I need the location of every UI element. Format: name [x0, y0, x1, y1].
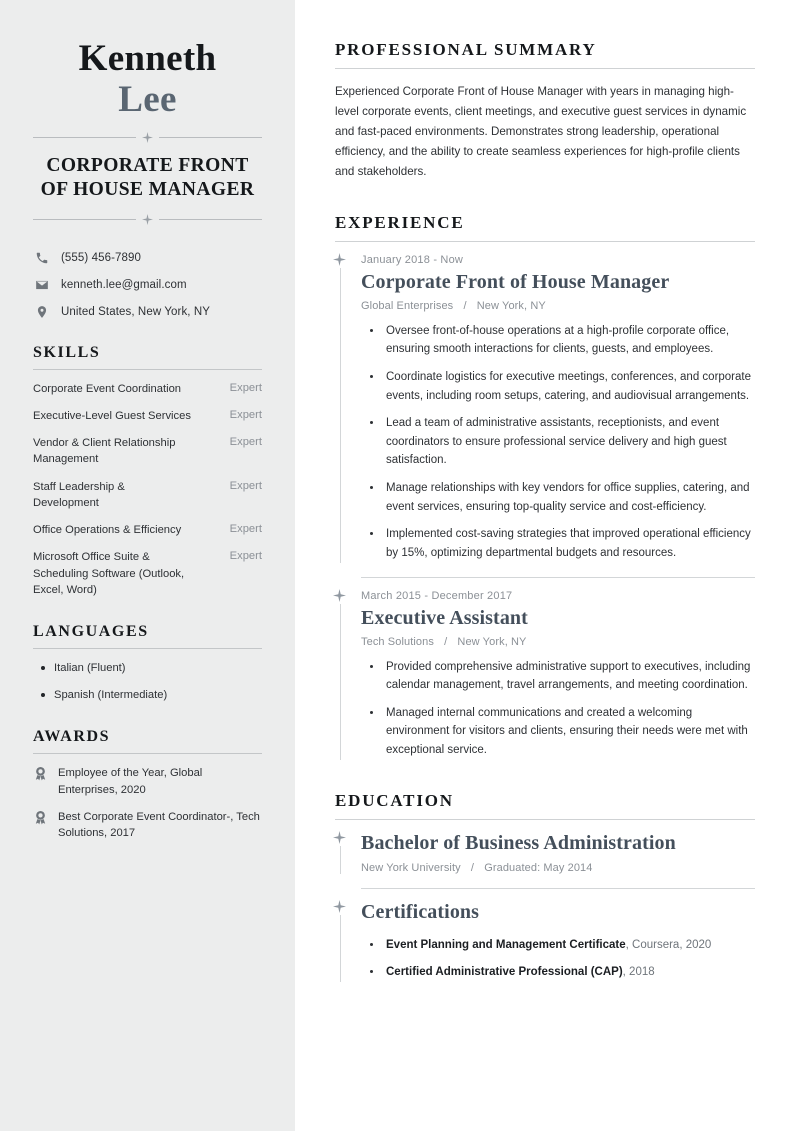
- timeline-line: [340, 604, 341, 760]
- experience-bullets: [361, 322, 755, 563]
- skills-heading-rule: [33, 369, 262, 370]
- experience-bullets: [361, 658, 755, 760]
- language-text: Italian (Fluent): [54, 661, 126, 674]
- timeline-line: [340, 915, 341, 982]
- experience-entry: [335, 578, 755, 760]
- divider-line-left: [33, 219, 136, 220]
- award-medal-icon: [33, 766, 49, 786]
- timeline-sparkle-icon: [333, 589, 346, 602]
- skill-level: Expert: [229, 436, 262, 449]
- list-item: [33, 765, 262, 797]
- experience-title: Executive Assistant: [361, 606, 528, 629]
- timeline-sparkle-icon: [333, 900, 346, 913]
- list-item: [383, 963, 755, 982]
- certification-name: Event Planning and Management Certificate: [386, 938, 626, 951]
- education-school: New York University: [361, 861, 461, 874]
- contact-email-text: kenneth.lee@gmail.com: [61, 278, 187, 291]
- experience-location: New York, NY: [476, 299, 546, 312]
- certifications-list: [361, 936, 755, 982]
- list-item: [37, 687, 262, 703]
- list-item: • Lead a team of administrative assistants, receptionists, and event coordinators to ensure professional service delivery and high guest satisfaction.: [383, 414, 755, 470]
- certifications-title: Certifications: [361, 900, 480, 923]
- skill-level: Expert: [229, 523, 262, 536]
- profile-job-title: CORPORATE FRONT OF HOUSE MANAGER: [40, 154, 255, 201]
- languages-heading-rule: [33, 648, 262, 649]
- experience-meta: [361, 636, 755, 648]
- skill-name: Staff Leadership & Development: [33, 480, 125, 509]
- list-item: • Managed internal communications and created a welcoming environment for visitors and clients, ensuring their needs were met with exceptional service.: [383, 704, 755, 760]
- list-item: [33, 809, 262, 841]
- first-name: Kenneth: [78, 38, 217, 79]
- section-skills: [33, 344, 262, 598]
- languages-heading: LANGUAGES: [33, 622, 149, 640]
- education-graduated: Graduated: May 2014: [484, 861, 593, 874]
- main-content: [295, 0, 800, 1131]
- experience-entry: [335, 242, 755, 563]
- contact-phone[interactable]: [33, 251, 262, 265]
- bullet-dot-icon: [41, 666, 45, 670]
- timeline-sparkle-icon: [333, 831, 346, 844]
- list-item: • Coordinate logistics for executive meetings, conferences, and corporate events, including room setups, catering, and audiovisual arrangements.: [383, 368, 755, 405]
- certification-detail: , Coursera, 2020: [625, 938, 712, 951]
- skill-name: Executive-Level Guest Services: [33, 409, 191, 422]
- last-name: Lee: [118, 79, 177, 121]
- language-text: Spanish (Intermediate): [54, 689, 168, 702]
- award-text: Best Corporate Event Coordinator-, Tech Solutions, 2017: [58, 810, 260, 840]
- experience-meta: [361, 300, 755, 312]
- ornament-divider-top: [33, 132, 262, 143]
- education-degree: Bachelor of Business Administration: [361, 831, 676, 854]
- section-education: [335, 791, 755, 982]
- skill-row: [33, 408, 262, 424]
- divider-line-right: [159, 137, 262, 138]
- divider-line-right: [159, 219, 262, 220]
- contact-phone-text: (555) 456-7890: [61, 251, 142, 264]
- award-text: Employee of the Year, Global Enterprises, 2020: [58, 767, 203, 796]
- skill-name: Office Operations & Efficiency: [33, 524, 182, 537]
- skill-level: Expert: [229, 381, 262, 394]
- certification-name: Certified Administrative Professional (CAP): [386, 966, 623, 979]
- experience-company: Global Enterprises: [361, 299, 454, 312]
- skill-row: [33, 435, 262, 467]
- skill-name: Microsoft Office Suite & Scheduling Software (Outlook, Excel, Word): [33, 551, 185, 596]
- summary-heading-rule: [335, 68, 755, 69]
- list-item: • Oversee front-of-house operations at a high-profile corporate office, ensuring smooth interactions for clients, guests, and employees.: [383, 322, 755, 359]
- education-entry: [335, 820, 755, 874]
- section-languages: [33, 623, 262, 703]
- contact-email[interactable]: [33, 278, 262, 292]
- education-heading: EDUCATION: [335, 790, 454, 810]
- ornament-divider-bottom: [33, 214, 262, 225]
- experience-date: March 2015 - December 2017: [361, 589, 513, 602]
- divider-line-left: [33, 137, 136, 138]
- summary-text: Experienced Corporate Front of House Manager with years in managing high-level corporate events, client meetings, and executive guest services in dynamic and fast-paced environments. Demonstrates strong leadership, operational efficiency, and the ability to create seamless experiences for high-profile clients and stakeholders.: [335, 85, 747, 178]
- list-item: [37, 660, 262, 676]
- skill-row: [33, 381, 262, 397]
- education-meta: [361, 862, 755, 874]
- section-awards: [33, 728, 262, 841]
- list-item: • Manage relationships with key vendors for office supplies, catering, and event services, ensuring top-quality service and cost-efficiency.: [383, 479, 755, 516]
- experience-company: Tech Solutions: [361, 635, 434, 648]
- experience-title: Corporate Front of House Manager: [361, 270, 670, 293]
- skill-level: Expert: [229, 550, 262, 563]
- award-medal-icon: [33, 810, 49, 830]
- experience-heading: EXPERIENCE: [335, 212, 465, 232]
- section-experience: [335, 213, 755, 760]
- meta-separator: /: [470, 861, 475, 874]
- skill-row: [33, 479, 262, 511]
- certifications-entry: [335, 889, 755, 982]
- skill-name: Corporate Event Coordination: [33, 382, 182, 395]
- phone-icon: [33, 251, 50, 265]
- timeline-line: [340, 268, 341, 563]
- meta-separator: /: [444, 635, 448, 648]
- skill-level: Expert: [229, 479, 262, 492]
- contact-location-text: United States, New York, NY: [61, 305, 211, 318]
- contact-list: [33, 251, 262, 319]
- sidebar: [0, 0, 295, 1131]
- experience-location: New York, NY: [457, 635, 527, 648]
- section-professional-summary: [335, 40, 755, 182]
- map-pin-icon: [33, 305, 50, 319]
- skill-row: [33, 522, 262, 538]
- bullet-dot-icon: [41, 693, 45, 697]
- awards-heading: AWARDS: [33, 728, 111, 746]
- timeline-sparkle-icon: [333, 253, 346, 266]
- diamond-sparkle-icon: [142, 214, 153, 225]
- name-block: [33, 38, 262, 121]
- experience-date: January 2018 - Now: [361, 253, 464, 266]
- skills-heading: SKILLS: [33, 343, 101, 361]
- envelope-icon: [33, 278, 50, 292]
- list-item: • Implemented cost-saving strategies that improved operational efficiency by 15%, optimizing departmental budgets and resources.: [383, 525, 755, 562]
- summary-heading: PROFESSIONAL SUMMARY: [335, 40, 597, 59]
- awards-heading-rule: [33, 753, 262, 754]
- meta-separator: /: [463, 299, 467, 312]
- timeline-line: [340, 846, 341, 874]
- certification-detail: , 2018: [622, 966, 655, 979]
- skill-name: Vendor & Client Relationship Management: [33, 437, 176, 466]
- languages-list: [33, 660, 262, 703]
- contact-location[interactable]: [33, 305, 262, 319]
- list-item: [383, 936, 755, 955]
- list-item: • Provided comprehensive administrative support to executives, including calendar management, travel arrangements, and meeting coordination.: [383, 658, 755, 695]
- diamond-sparkle-icon: [142, 132, 153, 143]
- skill-row: [33, 549, 262, 598]
- skill-level: Expert: [229, 408, 262, 421]
